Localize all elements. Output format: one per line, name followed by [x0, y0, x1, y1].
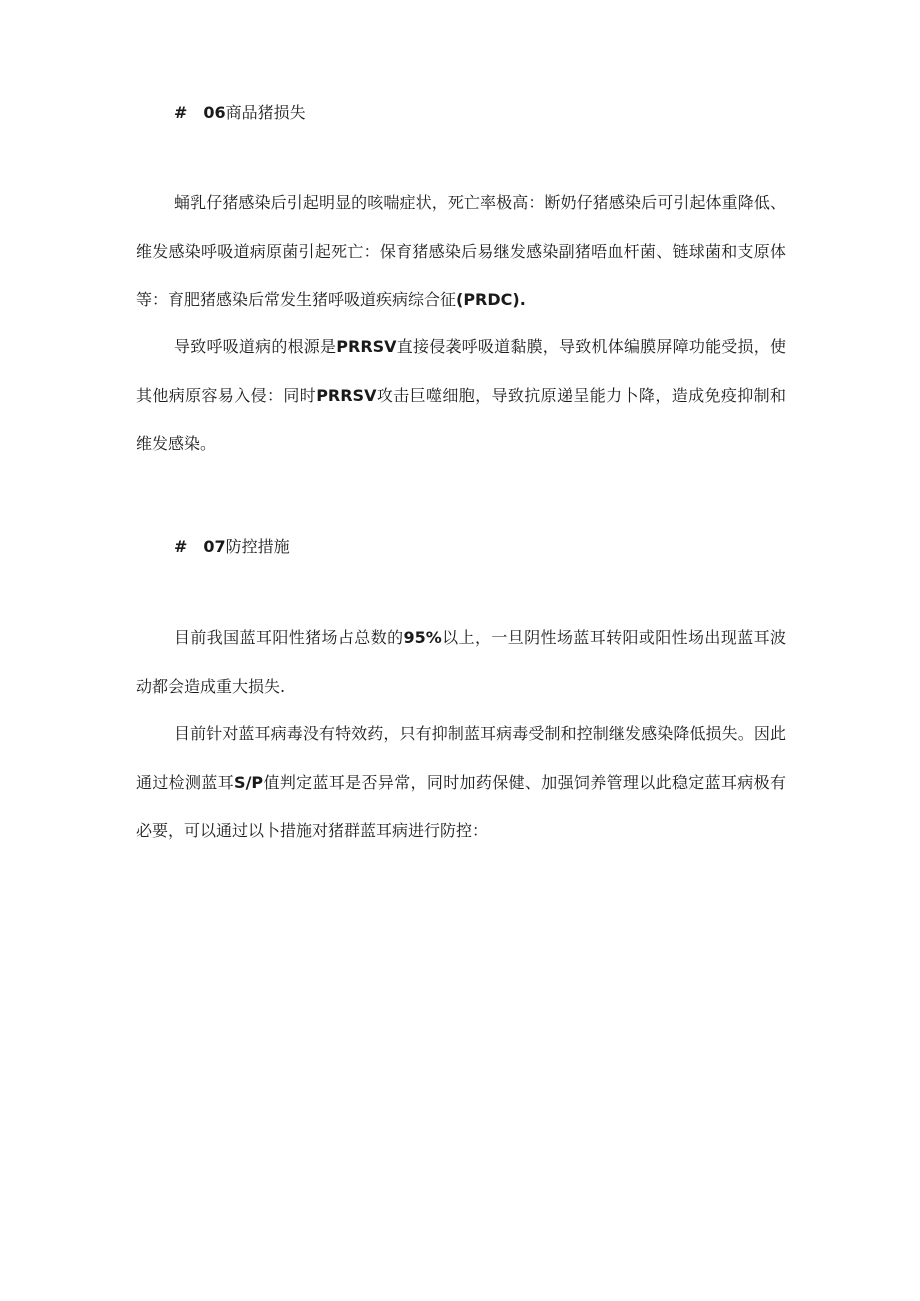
section-06-heading [174, 101, 306, 125]
section-07-heading [174, 535, 290, 559]
heading-hash: # [174, 537, 188, 556]
heading-title: 防控措施 [225, 537, 290, 556]
heading-number: 07 [203, 537, 226, 556]
heading-hash: # [174, 103, 188, 122]
heading-number: 06 [203, 103, 226, 122]
section-07-paragraph-2: 目前针对蓝耳病毒没有特效药，只有抑制蓝耳病毒受制和控制继发感染降低损失。因此通过检测蓝耳S/P值判定蓝耳是否异常，同时加药保健、加强饲养管理以此稳定蓝耳病极有必要，可以通过以卜措施对猪群蓝耳病进行防控： [136, 724, 786, 840]
section-06-paragraph-2: 导致呼吸道病的根源是PRRSV直接侵袭呼吸道黏膜，导致机体编膜屏障功能受损，使其他病原容易入侵：同时PRRSV攻击巨噬细胞，导致抗原递呈能力卜降，造成免疫抑制和维发感染。 [136, 337, 786, 453]
section-06-paragraph-1: 蛹乳仔猪感染后引起明显的咳喘症状，死亡率极高：断奶仔猪感染后可引起体重降低、维发感染呼吸道病原菌引起死亡：保育猪感染后易继发感染副猪唔血杆菌、链球菌和支原体等：育肥猪感染后常发生猪呼吸道疾病综合征(PRDC). [136, 193, 786, 309]
heading-title: 商品猪损失 [225, 103, 306, 122]
section-07-paragraph-1: 目前我国蓝耳阳性猪场占总数的95%以上，一旦阴性场蓝耳转阳或阳性场出现蓝耳波动都会造成重大损失. [136, 628, 786, 696]
